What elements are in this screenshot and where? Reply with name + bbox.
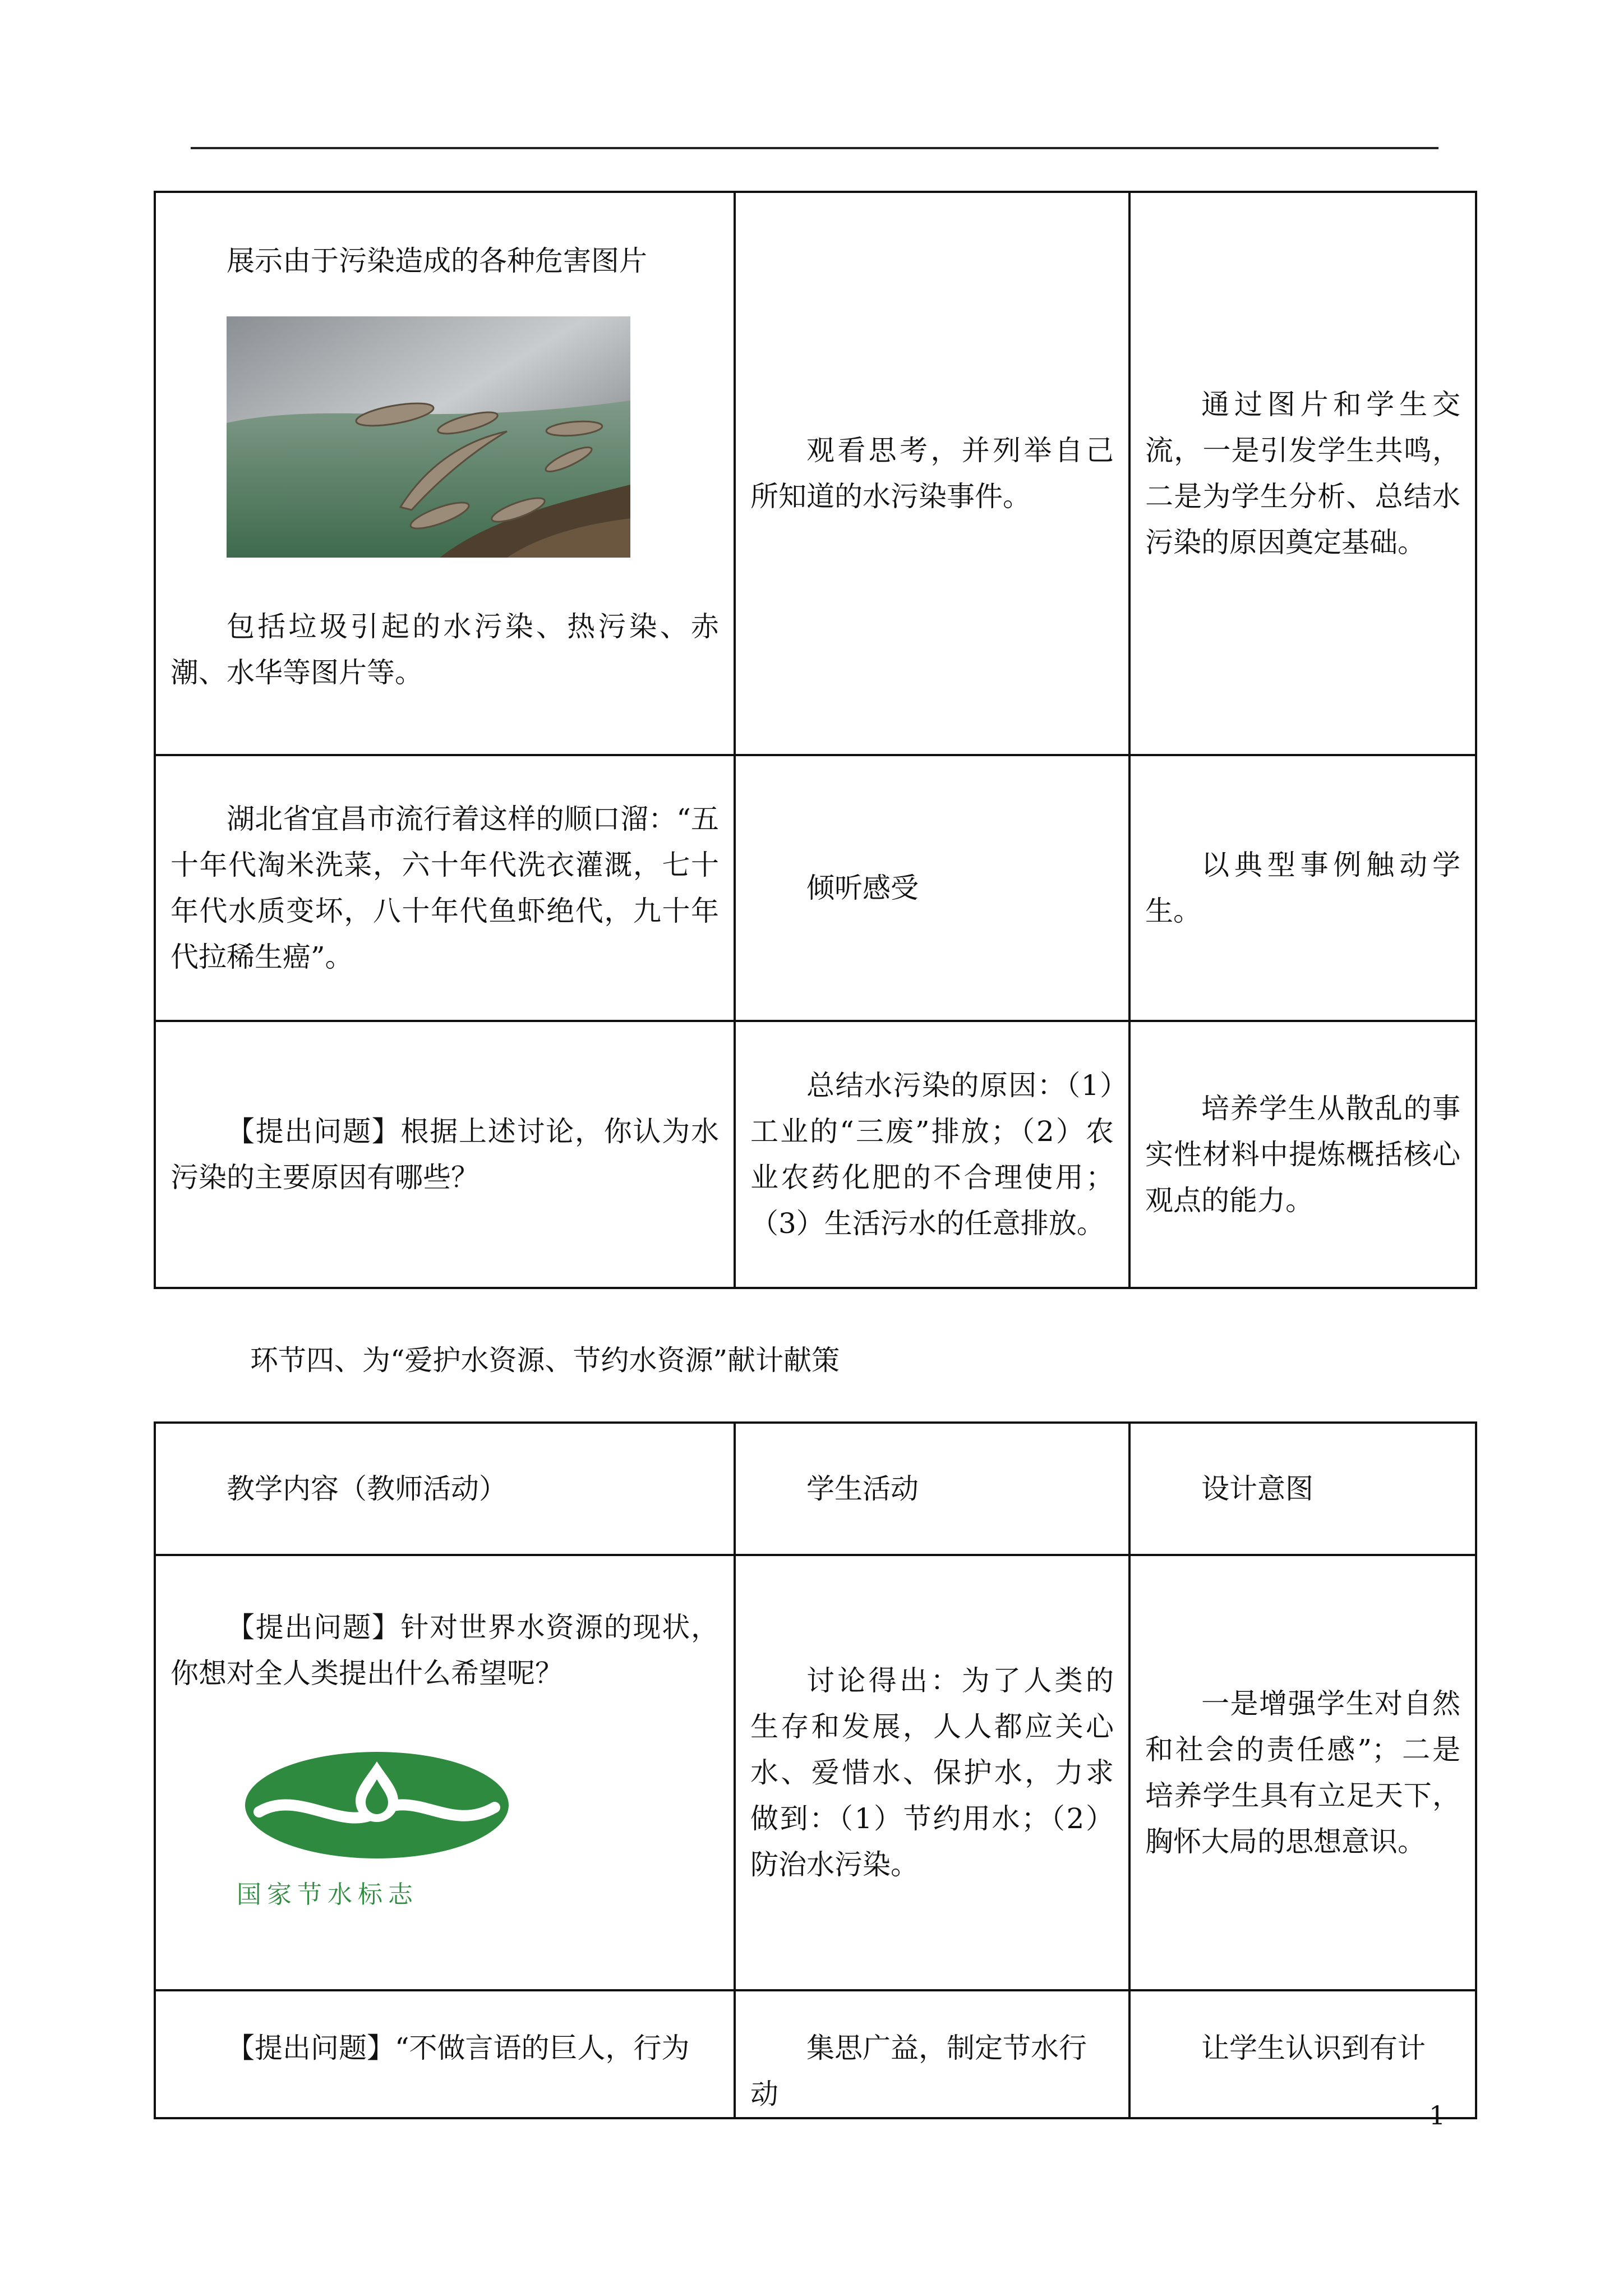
intent-cell <box>1129 755 1476 1021</box>
column-header-intent: 设计意图 <box>1201 1473 1313 1505</box>
intent-text: 通过图片和学生交流，一是引发学生共鸣，二是为学生分析、总结水污染的原因奠定基础。 <box>1145 388 1460 559</box>
teacher-cell <box>155 755 735 1021</box>
intent-text: 以典型事例触动学生。 <box>1145 849 1460 927</box>
intent-text: 让学生认识到有计 <box>1201 2032 1426 2064</box>
lesson-table-1 <box>154 191 1477 1289</box>
teacher-cell <box>155 1021 735 1288</box>
column-header <box>735 1423 1129 1555</box>
logo-caption: 国家节水标志 <box>237 1880 418 1909</box>
intent-text: 培养学生从散乱的事实性材料中提炼概括核心观点的能力。 <box>1145 1092 1460 1217</box>
table-row <box>155 1021 1476 1288</box>
column-header <box>1129 1423 1476 1555</box>
teacher-text: 【提出问题】“不做言语的巨人，行为 <box>227 2032 690 2064</box>
student-text: 倾听感受 <box>806 872 919 904</box>
student-text: 观看思考，并列举自己所知道的水污染事件。 <box>750 434 1114 513</box>
column-header-student: 学生活动 <box>806 1473 919 1505</box>
water-saving-logo <box>237 1749 528 1912</box>
teacher-text: 展示由于污染造成的各种危害图片 <box>227 245 647 277</box>
teacher-text: 包括垃圾引起的水污染、热污染、赤潮、水华等图片等。 <box>170 610 719 689</box>
column-header <box>155 1423 735 1555</box>
table-header-row <box>155 1423 1476 1555</box>
table-row <box>155 1990 1476 2118</box>
lesson-table-2 <box>154 1421 1477 2119</box>
water-drop-logo-icon <box>237 1749 517 1861</box>
table-row <box>155 755 1476 1021</box>
table-row <box>155 192 1476 755</box>
teacher-cell <box>155 1990 735 2118</box>
teacher-text: 湖北省宜昌市流行着这样的顺口溜：“五十年代淘米洗菜，六十年代洗衣灌溉，七十年代水质变坏，八十年代鱼虾绝代，九十年代拉稀生癌”。 <box>170 803 719 973</box>
teacher-text: 【提出问题】针对世界水资源的现状，你想对全人类提出什么希望呢？ <box>170 1611 719 1690</box>
intent-cell <box>1129 1555 1476 1990</box>
student-cell <box>735 1990 1129 2118</box>
intent-cell <box>1129 192 1476 755</box>
teacher-text: 【提出问题】根据上述讨论，你认为水污染的主要原因有哪些？ <box>170 1115 719 1194</box>
intent-cell <box>1129 1990 1476 2118</box>
intent-text: 一是增强学生对自然和社会的责任感”；二是培养学生具有立足天下，胸怀大局的思想意识。 <box>1145 1687 1460 1858</box>
header-rule <box>191 147 1438 149</box>
student-cell <box>735 1021 1129 1288</box>
pollution-photo <box>227 316 630 558</box>
student-cell <box>735 755 1129 1021</box>
teacher-cell <box>155 192 735 755</box>
student-text: 总结水污染的原因：（1）工业的“三废”排放；（2）农业农药化肥的不合理使用；（3）生活污水的任意排放。 <box>750 1069 1114 1240</box>
table-row <box>155 1555 1476 1990</box>
teacher-cell <box>155 1555 735 1990</box>
section-title: 环节四、为“爱护水资源、节约水资源”献计献策 <box>250 1344 840 1377</box>
column-header-teacher: 教学内容（教师活动） <box>227 1473 507 1505</box>
page-number: 1 <box>1429 2100 1446 2131</box>
student-text: 集思广益，制定节水行动 <box>750 2032 1087 2110</box>
student-cell <box>735 192 1129 755</box>
student-text: 讨论得出：为了人类的生存和发展，人人都应关心水、爱惜水、保护水，力求做到：（1）节约用水；（2）防治水污染。 <box>750 1664 1114 1881</box>
intent-cell <box>1129 1021 1476 1288</box>
student-cell <box>735 1555 1129 1990</box>
